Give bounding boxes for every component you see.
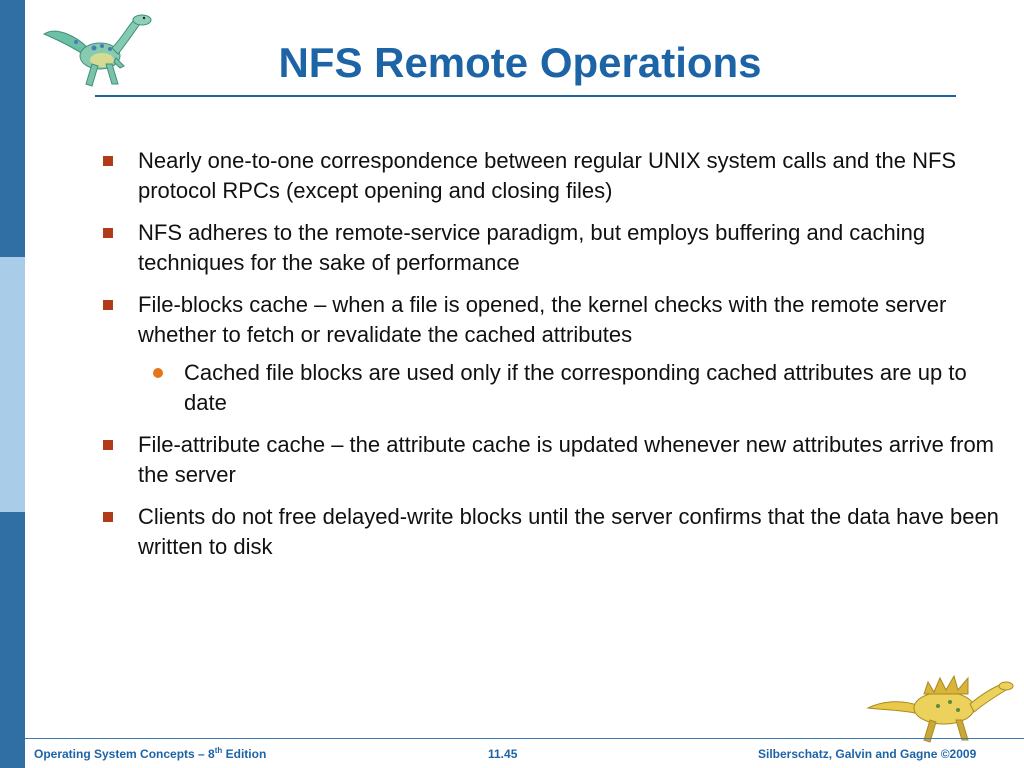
band-segment-top bbox=[0, 0, 25, 257]
round-bullet-icon bbox=[153, 368, 163, 378]
bullet-text: File-attribute cache – the attribute cache is updated whenever new attributes arrive from the server bbox=[138, 432, 995, 487]
square-bullet-icon bbox=[103, 228, 113, 238]
footer-divider bbox=[25, 738, 1024, 739]
bullet-item bbox=[100, 218, 1010, 278]
bullet-item bbox=[100, 146, 1010, 206]
title-divider bbox=[95, 95, 956, 97]
slide-title: NFS Remote Operations bbox=[278, 39, 762, 86]
bullet-text: File-blocks cache – when a file is opened, the kernel checks with the remote server whether to fetch or revalidate the cached attributes bbox=[138, 292, 947, 347]
left-color-band bbox=[0, 0, 25, 768]
bullet-text: Nearly one-to-one correspondence between regular UNIX system calls and the NFS protocol RPCs (except opening and closing files) bbox=[138, 148, 957, 203]
band-segment-bottom bbox=[0, 512, 25, 768]
bullet-item bbox=[100, 430, 1010, 490]
square-bullet-icon bbox=[103, 440, 113, 450]
bullet-text: Clients do not free delayed-write blocks until the server confirms that the data have been written to disk bbox=[138, 504, 999, 559]
footer-copyright: Silberschatz, Galvin and Gagne ©2009 bbox=[758, 747, 977, 761]
bullet-text: NFS adheres to the remote-service paradigm, but employs buffering and caching techniques for the sake of performance bbox=[138, 220, 926, 275]
footer-book-prefix: Operating System Concepts – 8 bbox=[34, 747, 215, 761]
sub-bullet-text: Cached file blocks are used only if the corresponding cached attributes are up to date bbox=[184, 360, 967, 415]
sub-bullet-item bbox=[100, 358, 1010, 418]
footer-book-title bbox=[34, 746, 266, 762]
dinosaur-icon bbox=[864, 664, 1014, 746]
footer-book-suffix: Edition bbox=[222, 747, 267, 761]
bullet-item bbox=[100, 290, 1010, 350]
footer-book-superscript: th bbox=[214, 746, 223, 755]
dinosaur-icon bbox=[36, 6, 156, 96]
band-segment-middle bbox=[0, 257, 25, 512]
square-bullet-icon bbox=[103, 300, 113, 310]
square-bullet-icon bbox=[103, 156, 113, 166]
slide-content bbox=[100, 146, 1010, 574]
footer-page-number: 11.45 bbox=[488, 747, 518, 761]
square-bullet-icon bbox=[103, 512, 113, 522]
bullet-item bbox=[100, 502, 1010, 562]
